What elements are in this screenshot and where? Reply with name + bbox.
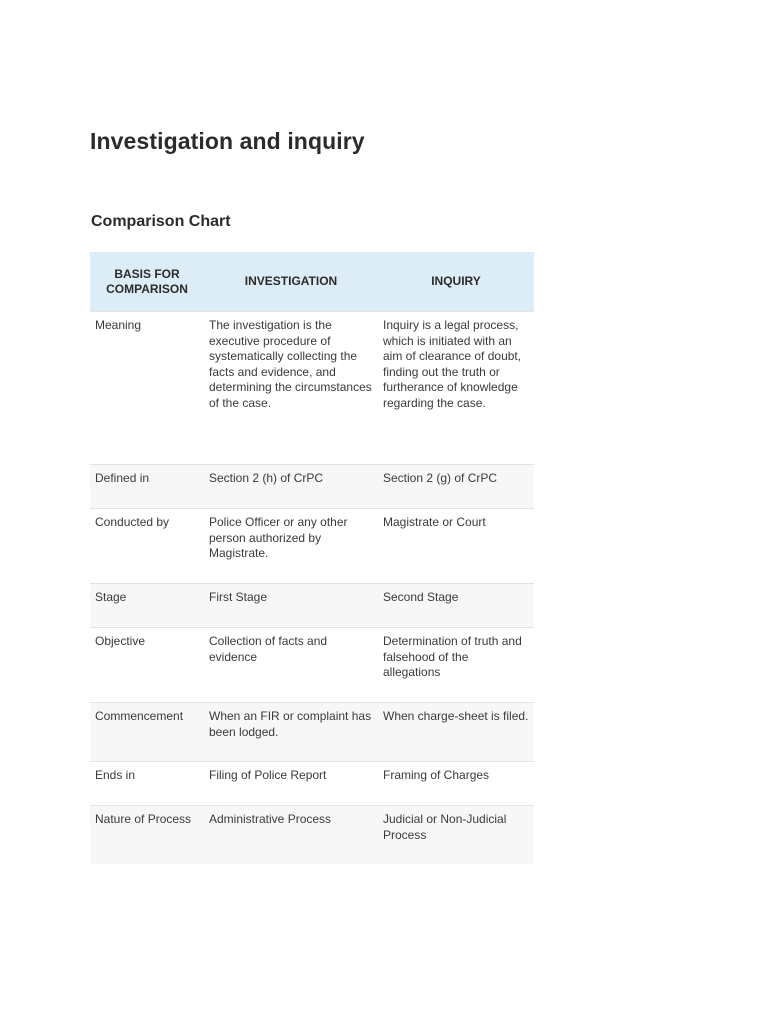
investigation-cell: When an FIR or complaint has been lodged.: [204, 703, 378, 762]
table-row: [90, 703, 534, 762]
basis-cell: Defined in: [90, 465, 204, 509]
table-row: [90, 509, 534, 584]
investigation-cell: Collection of facts and evidence: [204, 628, 378, 703]
basis-cell: Nature of Process: [90, 806, 204, 865]
table-row: [90, 584, 534, 628]
basis-cell: Commencement: [90, 703, 204, 762]
inquiry-cell: Determination of truth and falsehood of the allegations: [378, 628, 534, 703]
comparison-table-container: [90, 252, 534, 864]
inquiry-cell: Judicial or Non-Judicial Process: [378, 806, 534, 865]
basis-cell: Stage: [90, 584, 204, 628]
table-row: [90, 628, 534, 703]
comparison-table: [90, 252, 534, 864]
table-row: [90, 806, 534, 865]
inquiry-cell: Inquiry is a legal process, which is initiated with an aim of clearance of doubt, finding out the truth or furtherance of knowledge regarding the case.: [378, 312, 534, 465]
table-body: [90, 312, 534, 865]
table-row: [90, 762, 534, 806]
investigation-cell: First Stage: [204, 584, 378, 628]
inquiry-cell: Framing of Charges: [378, 762, 534, 806]
basis-cell: Meaning: [90, 312, 204, 465]
investigation-cell: Section 2 (h) of CrPC: [204, 465, 378, 509]
page-title: Investigation and inquiry: [90, 128, 365, 154]
investigation-cell: Administrative Process: [204, 806, 378, 865]
header-basis: BASIS FOR COMPARISON: [90, 252, 204, 312]
table-row: [90, 312, 534, 465]
table-header: [90, 252, 534, 312]
basis-cell: Ends in: [90, 762, 204, 806]
header-investigation: INVESTIGATION: [204, 252, 378, 312]
inquiry-cell: Second Stage: [378, 584, 534, 628]
table-header-row: [90, 252, 534, 312]
basis-cell: Conducted by: [90, 509, 204, 584]
investigation-cell: The investigation is the executive procedure of systematically collecting the facts and evidence, and determining the circumstances of the case.: [204, 312, 378, 465]
investigation-cell: Filing of Police Report: [204, 762, 378, 806]
inquiry-cell: When charge-sheet is filed.: [378, 703, 534, 762]
table-row: [90, 465, 534, 509]
inquiry-cell: Magistrate or Court: [378, 509, 534, 584]
inquiry-cell: Section 2 (g) of CrPC: [378, 465, 534, 509]
section-title: Comparison Chart: [91, 213, 231, 230]
investigation-cell: Police Officer or any other person authorized by Magistrate.: [204, 509, 378, 584]
basis-cell: Objective: [90, 628, 204, 703]
header-inquiry: INQUIRY: [378, 252, 534, 312]
